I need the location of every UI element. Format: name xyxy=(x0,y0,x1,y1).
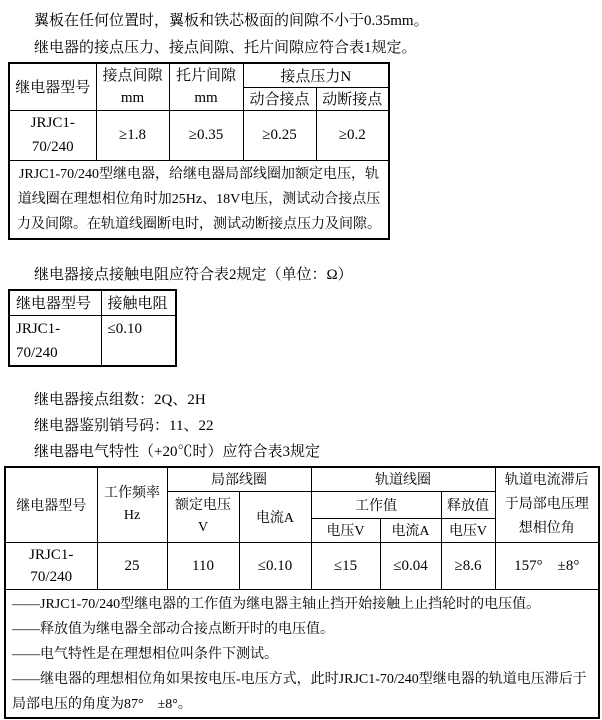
t3-cell-frequency: 25 xyxy=(97,542,167,589)
t3-cell-work-current: ≤0.04 xyxy=(380,542,441,589)
table-3-electrical-characteristics xyxy=(4,466,600,719)
t1-header-contact-gap xyxy=(96,63,169,110)
table-1-contact-pressure xyxy=(8,62,390,240)
t1-model-line2: 70/240 xyxy=(31,139,74,155)
t1-header-bracket-gap-label: 托片间隙 xyxy=(175,67,236,84)
t3-note-3: ——电气特性是在理想相位叫条件下测试。 xyxy=(12,646,278,662)
table-row xyxy=(9,316,176,367)
t3-header-release-value: 释放值 xyxy=(441,491,495,518)
t1-model-line1: JRJC1- xyxy=(30,115,75,131)
t1-header-contact-gap-label: 接点间隙 xyxy=(102,67,163,84)
t1-header-nc-contact: 动断接点 xyxy=(316,87,389,110)
t3-cell-phase: 157° ±8° xyxy=(495,542,599,589)
t3-cell-work-voltage: ≤15 xyxy=(311,542,380,589)
t1-header-pressure: 接点压力N xyxy=(243,63,389,87)
t3-header-rated-voltage xyxy=(167,491,239,542)
t3-header-release-voltage: 电压V xyxy=(441,518,495,542)
t3-header-local-coil: 局部线圈 xyxy=(167,467,311,491)
t3-model-line1: JRJC1- xyxy=(29,546,74,563)
t3-header-track-coil: 轨道线圈 xyxy=(311,467,495,491)
t3-header-working-value: 工作值 xyxy=(311,491,441,518)
table-row xyxy=(5,542,599,589)
t3-header-work-current: 电流A xyxy=(380,518,441,542)
t3-note-2: ——释放值为继电器全部动合接点断开时的电压值。 xyxy=(12,621,334,637)
specs-block xyxy=(4,387,598,465)
t1-header-bracket-gap-unit: mm xyxy=(194,89,218,106)
spec-pin-numbers: 继电器鉴别销号码：11、22 xyxy=(34,418,214,434)
t2-header-resistance: 接触电阻 xyxy=(101,290,176,316)
table-row xyxy=(9,110,389,160)
intro-line-1: 翼板在任何位置时，翼板和铁芯极面的间隙不小于0.35mm。 xyxy=(34,13,429,29)
t3-cell-rated-voltage: 110 xyxy=(167,542,239,589)
t1-cell-bracket-gap: ≥0.35 xyxy=(169,110,243,160)
t1-header-no-contact: 动合接点 xyxy=(243,87,316,110)
t2-cell-model xyxy=(9,316,101,367)
t3-header-rated-voltage-label: 额定电压 xyxy=(175,497,231,513)
t1-note: JRJC1-70/240型继电器，给继电器局部线圈加额定电压，轨道线圈在理想相位角时加25Hz、18V电压，测试动合接点压力及间隙。在轨道线圈断电时，测试动断接点压力及间隙。 xyxy=(9,160,389,239)
t3-cell-release-voltage: ≥8.6 xyxy=(441,542,495,589)
t3-header-work-voltage: 电压V xyxy=(311,518,380,542)
t2-header-model: 继电器型号 xyxy=(9,290,101,316)
t3-header-frequency-unit: Hz xyxy=(123,507,141,523)
spec-electrical-title: 继电器电气特性（+20℃时）应符合表3规定 xyxy=(34,444,320,460)
t3-cell-local-current: ≤0.10 xyxy=(239,542,311,589)
section2-title: 继电器接点接触电阻应符合表2规定（单位：Ω） xyxy=(34,266,353,283)
t1-cell-contact-gap: ≥1.8 xyxy=(96,110,169,160)
t3-note-4: ——继电器的理想相位角如果按电压-电压方式，此时JRJC1-70/240型继电器的轨道电压滞后于局部电压的角度为87° ±8°。 xyxy=(12,671,587,712)
intro-line-2: 继电器的接点压力、接点间隙、托片间隙应符合表1规定。 xyxy=(34,40,417,56)
t3-header-model: 继电器型号 xyxy=(5,467,97,542)
t3-notes xyxy=(5,589,599,718)
t3-note-1: ——JRJC1-70/240型继电器的工作值为继电器主轴止挡开始接触上止挡轮时的电压值。 xyxy=(12,596,541,612)
t1-cell-nc-pressure: ≥0.2 xyxy=(316,110,389,160)
t2-model-line1: JRJC1- xyxy=(16,321,61,337)
t1-header-bracket-gap xyxy=(169,63,243,110)
t1-cell-model xyxy=(9,110,96,160)
t3-header-frequency xyxy=(97,467,167,542)
table-2-contact-resistance xyxy=(8,289,177,368)
t1-header-model: 继电器型号 xyxy=(9,63,96,110)
t2-cell-resistance: ≤0.10 xyxy=(101,316,176,367)
t3-model-line2: 70/240 xyxy=(30,568,73,585)
t1-header-contact-gap-unit: mm xyxy=(120,89,145,106)
spec-contact-groups: 继电器接点组数：2Q、2H xyxy=(34,392,206,408)
t1-cell-no-pressure: ≥0.25 xyxy=(243,110,316,160)
t2-model-line2: 70/240 xyxy=(16,345,58,361)
t3-header-phase: 轨道电流滞后于局部电压理想相位角 xyxy=(495,467,599,542)
t3-cell-model xyxy=(5,542,97,589)
t3-header-rated-voltage-unit: V xyxy=(197,519,209,535)
t3-header-frequency-label: 工作频率 xyxy=(104,485,160,501)
t3-header-local-current: 电流A xyxy=(239,491,311,542)
